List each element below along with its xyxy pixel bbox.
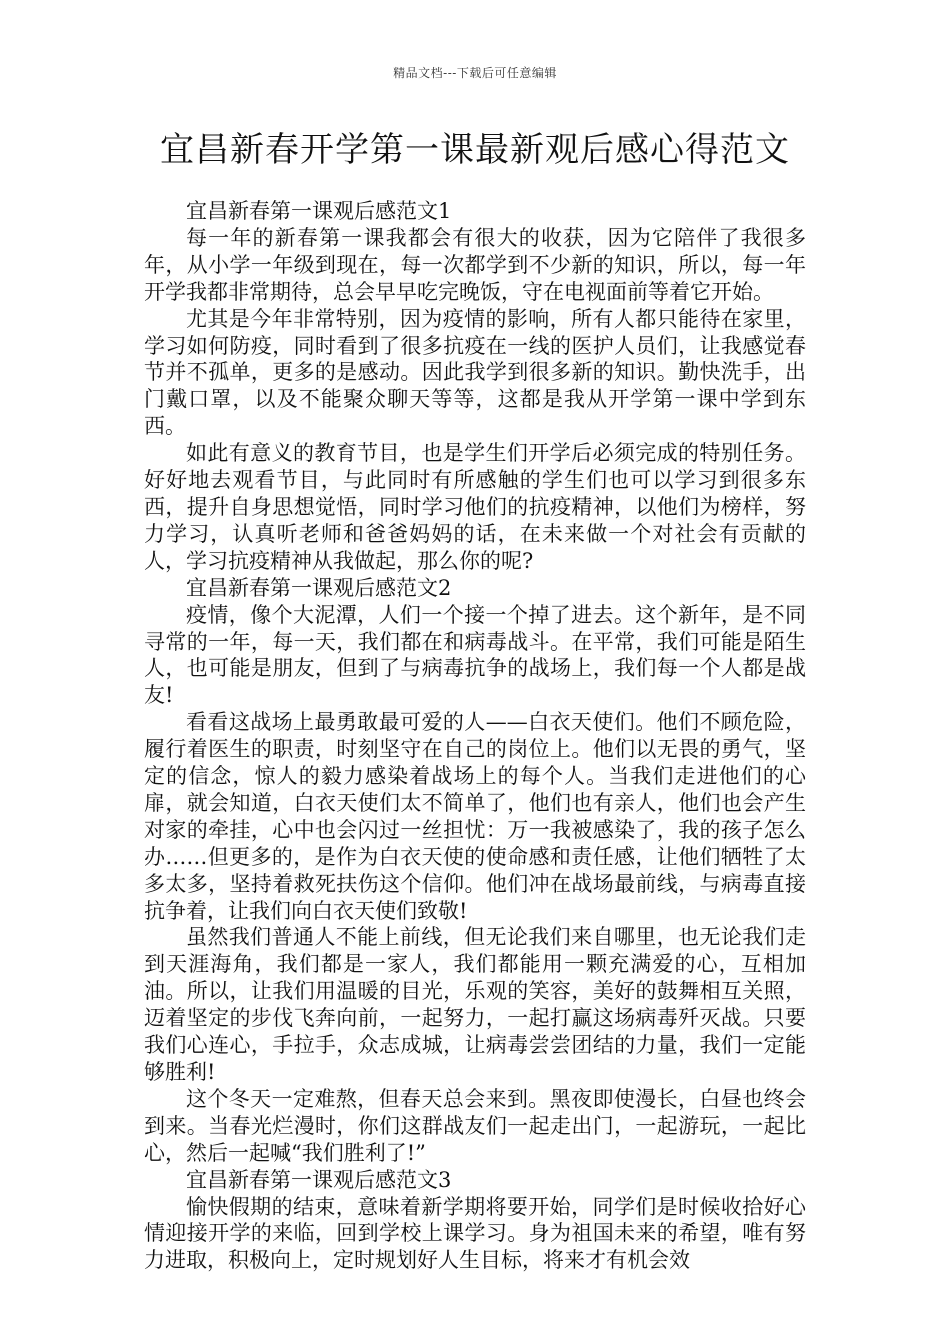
paragraph: 尤其是今年非常特别，因为疫情的影响，所有人都只能待在家里，学习如何防疫，同时看到了很多抗疫在一线的医护人员们，让我感觉春节并不孤单，更多的是感动。因此我学到很多新的知识。勤快洗手，出门戴口罩，以及不能聚众聊天等等，这都是我从开学第一课中学到东西。 bbox=[144, 306, 806, 439]
paragraph: 如此有意义的教育节目，也是学生们开学后必须完成的特别任务。好好地去观看节目，与此同时有所感触的学生们也可以学习到很多东西，提升自身思想觉悟，同时学习他们的抗疫精神，以他们为榜样，努力学习，认真听老师和爸爸妈妈的话，在未来做一个对社会有贡献的人，学习抗疫精神从我做起，那么你的呢? bbox=[144, 441, 806, 573]
paragraph: 愉快假期的结束，意味着新学期将要开始，同学们是时候收拾好心情迎接开学的来临，回到学校上课学习。身为祖国未来的希望，唯有努力进取，积极向上，定时规划好人生目标，将来才有机会效 bbox=[144, 1194, 806, 1273]
section-heading-3: 宜昌新春第一课观后感范文3 bbox=[186, 1167, 452, 1192]
paragraph: 看看这战场上最勇敢最可爱的人——白衣天使们。他们不顾危险，履行着医生的职责，时刻坚守在自己的岗位上。他们以无畏的勇气，坚定的信念，惊人的毅力感染着战场上的每个人。当我们走进他们的心扉，就会知道，白衣天使们太不简单了，他们也有亲人，他们也会产生对家的牵挂，心中也会闪过一丝担忧：万一我被感染了，我的孩子怎么办……但更多的，是作为白衣天使的使命感和责任感，让他们牺牲了太多太多，坚持着救死扶伤这个信仰。他们冲在战场最前线，与病毒直接抗争着，让我们向白衣天使们致敬! bbox=[144, 710, 806, 923]
paragraph: 每一年的新春第一课我都会有很大的收获，因为它陪伴了我很多年，从小学一年级到现在，每一次都学到不少新的知识，所以，每一年开学我都非常期待，总会早早吃完晚饭，守在电视面前等着它开始。 bbox=[144, 225, 806, 304]
section-heading-2: 宜昌新春第一课观后感范文2 bbox=[186, 575, 452, 600]
document-body bbox=[144, 198, 806, 1274]
paragraph: 这个冬天一定难熬，但春天总会来到。黑夜即使漫长，白昼也终会到来。当春光烂漫时，你们这群战友们一起走出门，一起游玩，一起比心，然后一起喊“我们胜利了!” bbox=[144, 1086, 806, 1165]
document-title: 宜昌新春开学第一课最新观后感心得范文 bbox=[160, 130, 790, 170]
paragraph: 虽然我们普通人不能上前线，但无论我们来自哪里，也无论我们走到天涯海角，我们都是一家人，我们都能用一颗充满爱的心，互相加油。所以，让我们用温暖的目光，乐观的笑容，美好的鼓舞相互关照，迈着坚定的步伐飞奔向前，一起努力，一起打赢这场病毒歼灭战。只要我们心连心，手拉手，众志成城，让病毒尝尝团结的力量，我们一定能够胜利! bbox=[144, 925, 806, 1084]
page-header: 精品文档---下载后可任意编辑 bbox=[393, 66, 557, 80]
section-heading-1: 宜昌新春第一课观后感范文1 bbox=[186, 199, 452, 223]
paragraph: 疫情，像个大泥潭，人们一个接一个掉了进去。这个新年，是不同寻常的一年，每一天，我们都在和病毒战斗。在平常，我们可能是陌生人，也可能是朋友，但到了与病毒抗争的战场上，我们每一个人都是战友! bbox=[144, 602, 806, 708]
